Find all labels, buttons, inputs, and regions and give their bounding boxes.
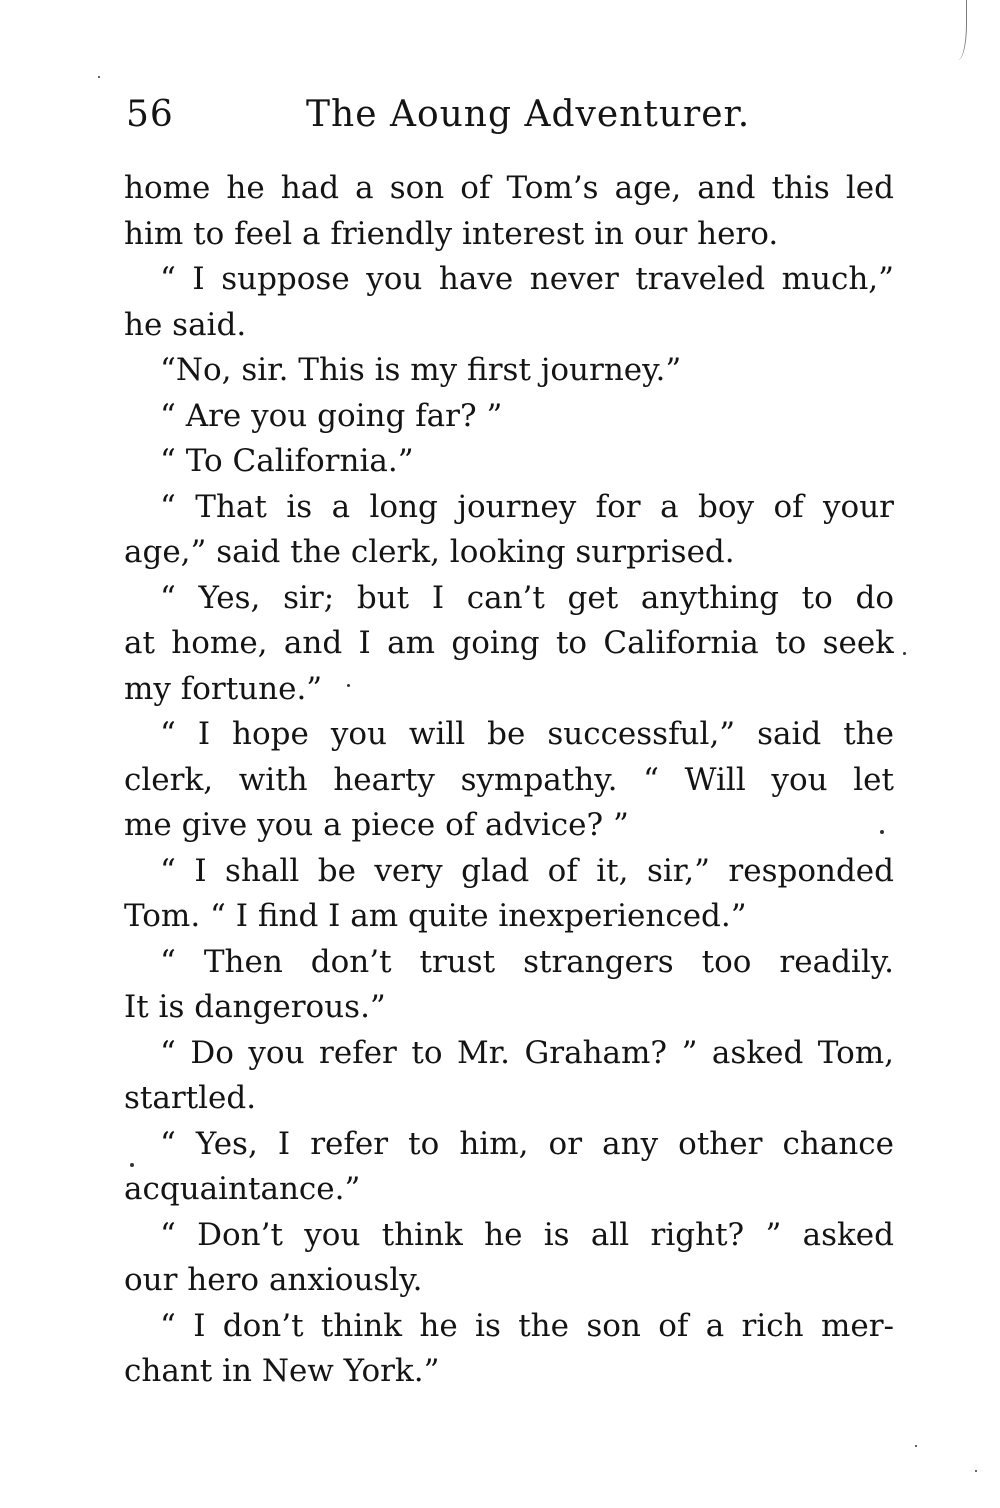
text-line: startled. (124, 1080, 257, 1116)
text-line: “ I shall be very glad of it, sir,” responded (160, 852, 894, 889)
print-speck (880, 830, 884, 834)
print-speck (903, 652, 906, 655)
text-line: acquaintance.” (124, 1171, 361, 1207)
text-line: at home, and I am going to California to seek (124, 625, 894, 661)
text-line: he said. (124, 306, 247, 343)
text-line: age,” said the clerk, looking surprised. (124, 534, 735, 570)
text-line: our hero anxiously. (124, 1262, 423, 1298)
text-line: “ I hope you will be successful,” said the (160, 716, 894, 752)
text-line: “ I don’t think he is the son of a rich mer- (160, 1307, 894, 1344)
text-line: “No, sir. This is my first journey.” (160, 352, 682, 388)
text-line: “ Yes, I refer to him, or any other chance (160, 1125, 894, 1162)
text-line: “ Are you going far? ” (160, 397, 503, 434)
running-title: The Aoung Adventurer. (306, 94, 751, 135)
page-edge-mark (952, 0, 967, 60)
page-number: 56 (126, 94, 174, 135)
text-line: me give you a piece of advice? ” (124, 807, 629, 843)
text-line: “ Then don’t trust strangers too readily. (160, 943, 894, 980)
page-header (126, 94, 751, 144)
print-speck (98, 76, 100, 78)
text-line: my fortune.” (124, 670, 323, 707)
body-text (124, 166, 894, 1395)
text-line: “ Yes, sir; but I can’t get anything to do (160, 579, 894, 616)
text-line: “ To California.” (160, 443, 414, 479)
print-speck (915, 1445, 917, 1447)
text-line: “ Do you refer to Mr. Graham? ” asked Tom, (160, 1034, 894, 1071)
print-speck (130, 1163, 134, 1167)
print-speck (347, 684, 350, 687)
text-line: chant in New York.” (124, 1353, 440, 1389)
text-line: Tom. “ I find I am quite inexperienced.” (124, 898, 747, 934)
print-speck (975, 1470, 977, 1472)
text-line: home he had a son of Tom’s age, and this led (124, 170, 894, 206)
text-line: It is dangerous.” (124, 989, 386, 1025)
text-line: clerk, with hearty sympathy. “ Will you let (124, 761, 894, 798)
text-line: “ Don’t you think he is all right? ” asked (160, 1216, 894, 1253)
text-line: “ That is a long journey for a boy of your (160, 488, 894, 525)
text-line: “ I suppose you have never traveled much,” (160, 261, 894, 297)
text-line: him to feel a friendly interest in our hero. (124, 215, 779, 252)
